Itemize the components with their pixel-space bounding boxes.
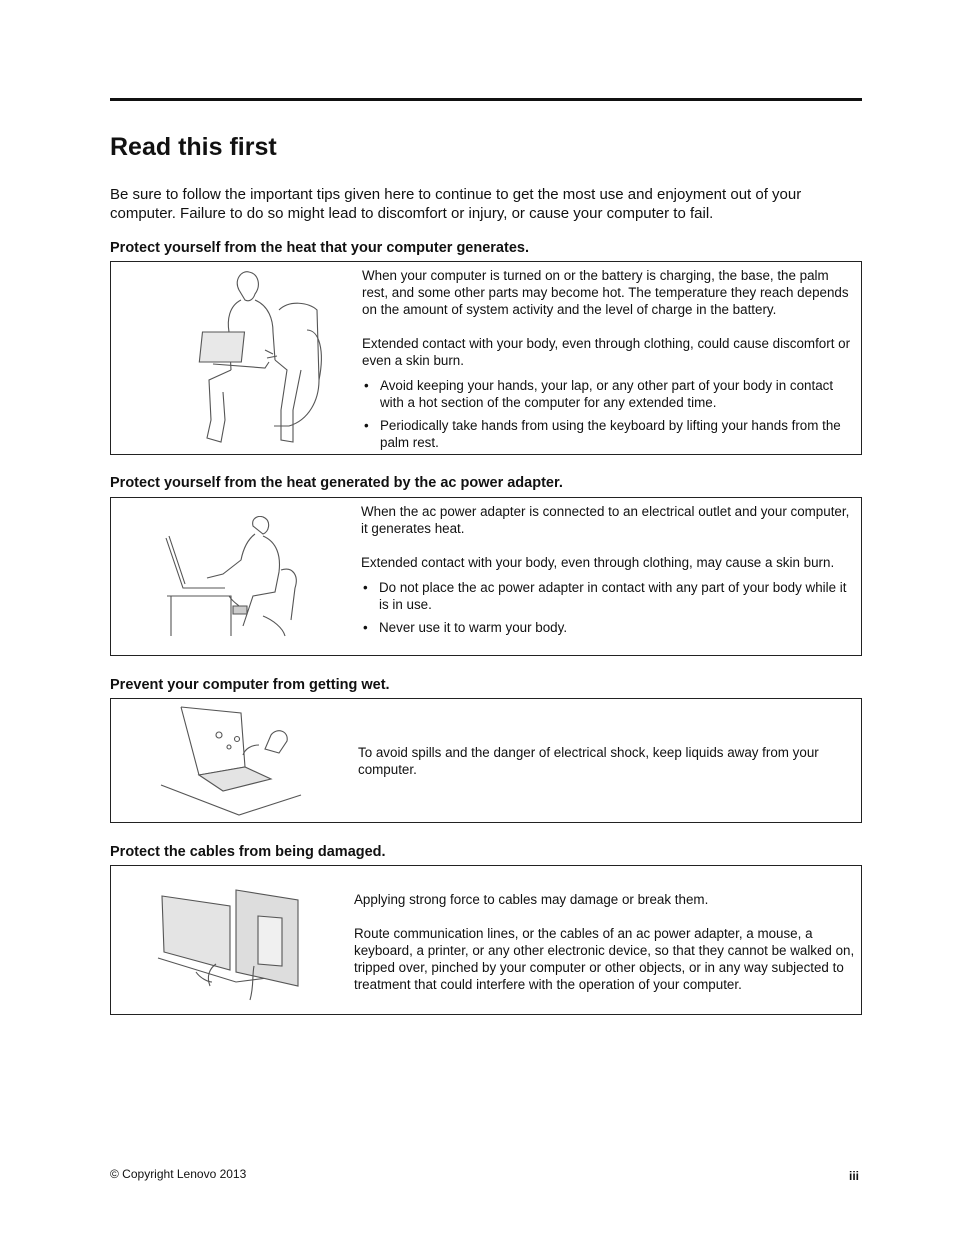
section-heading: Prevent your computer from getting wet. [110, 677, 390, 693]
person-at-desk-with-adapter-icon [163, 516, 301, 638]
section-text [362, 267, 858, 457]
section-heading: Protect the cables from being damaged. [110, 844, 386, 860]
pinched-cables-icon [156, 886, 302, 1006]
section-text [354, 891, 859, 1010]
section-paragraph: Extended contact with your body, even through clothing, may cause a skin burn. [361, 555, 835, 570]
notice-box [110, 698, 862, 823]
page-title: Read this first [110, 133, 277, 161]
person-laptop-on-lap-icon [169, 270, 369, 448]
section-paragraph: When the ac power adapter is connected to an electrical outlet and your computer, it generates heat. [361, 504, 850, 536]
bullet-item: • Avoid keeping your hands, your lap, or any other part of your body in contact with a hot section of the computer for any extended time. [362, 377, 858, 411]
section-text [361, 503, 857, 642]
top-rule [110, 98, 862, 101]
bullet-item: • Do not place the ac power adapter in contact with any part of your body while it is in use. [361, 579, 857, 613]
bullet-item: • Never use it to warm your body. [361, 619, 857, 636]
section-paragraph: Extended contact with your body, even through clothing, could cause discomfort or even a skin burn. [362, 336, 851, 368]
section-paragraph: To avoid spills and the danger of electrical shock, keep liquids away from your computer. [358, 745, 819, 777]
liquid-spill-on-laptop-icon [159, 705, 303, 817]
copyright-notice: © Copyright Lenovo 2013 [110, 1167, 247, 1181]
intro-paragraph: Be sure to follow the important tips given here to continue to get the most use and enjoyment out of your computer. Failure to do so might lead to discomfort or injury, or cause your computer to fail. [110, 186, 802, 222]
section-paragraph: Route communication lines, or the cables of an ac power adapter, a mouse, a keyboard, a printer, or any other electronic device, so that they cannot be walked on, tripped over, pinched by your computer or other objects, or in any way subjected to treatment that could interfere with the operation of your computer. [354, 926, 855, 992]
section-paragraph: Applying strong force to cables may damage or break them. [354, 892, 709, 907]
section-heading: Protect yourself from the heat that your computer generates. [110, 240, 529, 256]
page-number: iii [849, 1169, 860, 1183]
section-heading: Protect yourself from the heat generated by the ac power adapter. [110, 475, 563, 491]
notice-box [110, 497, 862, 656]
notice-box [110, 261, 862, 455]
notice-box [110, 865, 862, 1015]
section-text [358, 744, 854, 795]
bullet-item: • Periodically take hands from using the keyboard by lifting your hands from the palm rest. [362, 417, 858, 451]
section-paragraph: When your computer is turned on or the battery is charging, the base, the palm rest, and some other parts may become hot. The temperature they reach depends on the amount of system activity and the level of charge in the battery. [362, 268, 849, 317]
